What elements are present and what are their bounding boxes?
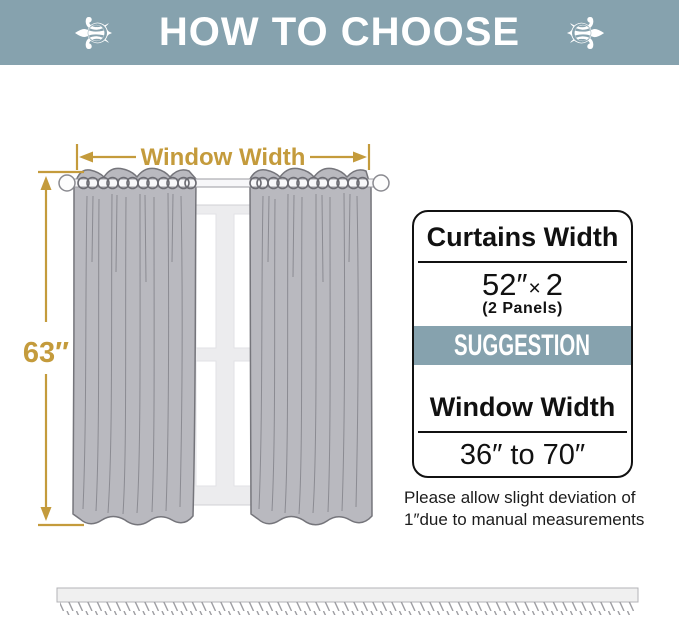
- panels-note: (2 Panels): [482, 300, 563, 317]
- multiply-sign: ×: [528, 277, 541, 300]
- header-banner: [0, 0, 679, 65]
- suggestion-band: [414, 326, 631, 365]
- measurement-disclaimer: [404, 487, 662, 531]
- floor-line: [57, 588, 638, 615]
- disclaimer-line-1: Please allow slight deviation of: [404, 488, 636, 507]
- curtains-width-title: Curtains Width: [426, 222, 619, 252]
- suggestion-label: SUGGESTION: [454, 328, 591, 362]
- size-info-box: [412, 210, 633, 478]
- panel-count: 2: [545, 267, 563, 302]
- rod-finial-right: [373, 175, 389, 191]
- divider: [418, 261, 627, 263]
- fleur-de-lis-icon: ⚜: [556, 10, 613, 55]
- curtain-length-label: 63″: [22, 337, 70, 369]
- arrowhead-left: [79, 152, 93, 163]
- window-width-label: Window Width: [140, 144, 306, 171]
- arrowhead-down: [41, 507, 52, 521]
- fleur-de-lis-icon: ⚜: [66, 10, 123, 55]
- arrowhead-up: [41, 176, 52, 190]
- left-curtain-panel: [73, 168, 196, 524]
- right-curtain-panel: [250, 168, 372, 524]
- divider: [418, 431, 627, 433]
- disclaimer-line-2: 1″due to manual measurements: [404, 510, 645, 529]
- panel-width-value: 52″: [482, 267, 528, 302]
- arrowhead-right: [353, 152, 367, 163]
- window-width-title: Window Width: [429, 392, 616, 422]
- rod-finial-left: [59, 175, 75, 191]
- window-width-range: 36″ to 70″: [459, 439, 586, 471]
- page-title: HOW TO CHOOSE: [158, 10, 521, 54]
- curtains-width-value: [414, 267, 631, 303]
- floor-hatching: [60, 602, 636, 615]
